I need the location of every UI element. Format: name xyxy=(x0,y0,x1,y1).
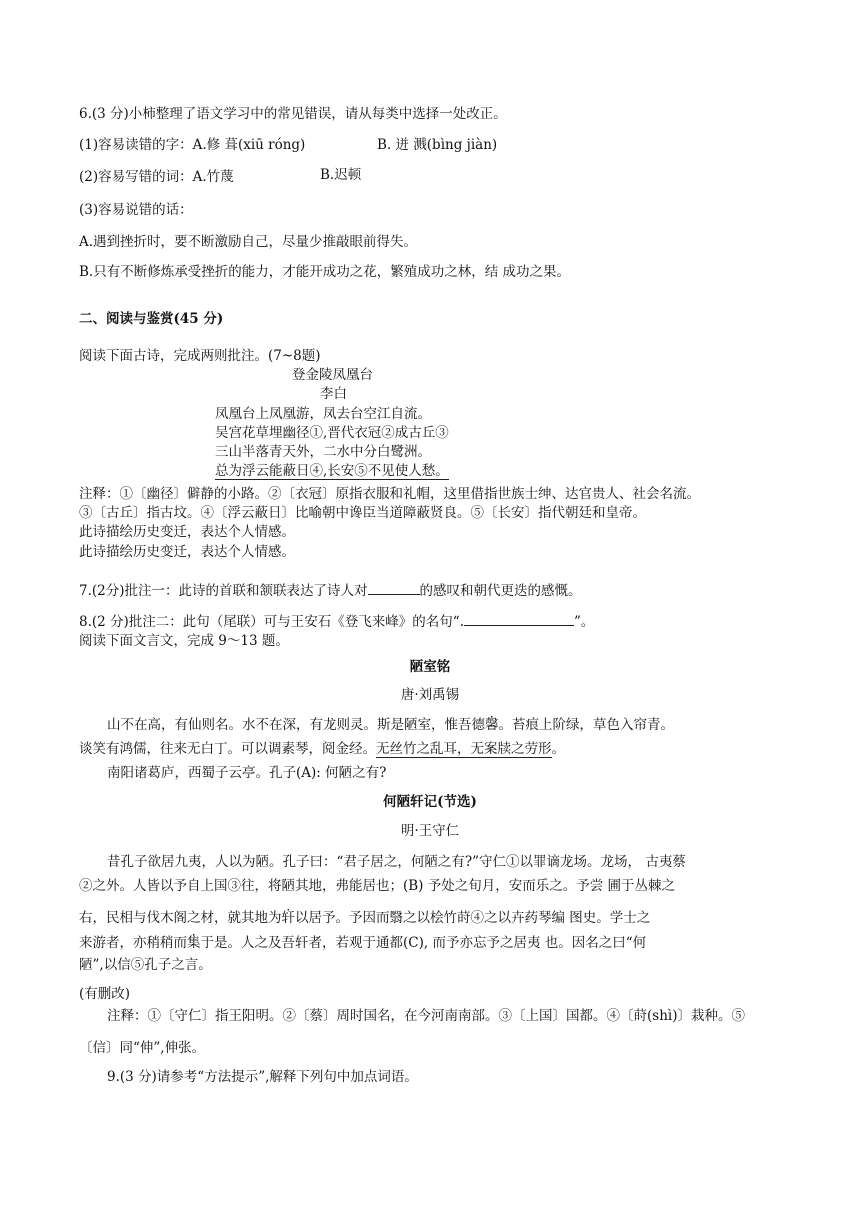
q6-option-a: A.遇到挫折时，要不断激励自己，尽量少推敲眼前得失。 xyxy=(79,234,418,250)
loushi-line-2-c: 。 xyxy=(551,741,565,757)
q6-part3: (3)容易说错的话： xyxy=(79,202,193,218)
hlxj-line-3-a: 右，民相与伐木阁之材，就其地为 xyxy=(79,910,282,926)
hlxj-line-4-c: 于是。人之及吾轩者，若观于通都(C), 而予亦忘予之居夷 也。因名之曰“何 xyxy=(200,935,647,951)
hlxj-line-3-c: 以居予。予因而翳之以桧竹莳④之以卉药琴编 图史。学士之 xyxy=(295,910,651,926)
hlxj-line-5: 陋”,以信⑤孔子之言。 xyxy=(79,957,212,973)
loushi-underlined: 无丝竹之乱耳，无案牍之劳形 xyxy=(376,741,552,757)
poem-author: 李白 xyxy=(320,386,347,402)
loushi-line-1-a: 山不在高，有仙则名。水不在深，有龙则灵。斯是陋室，惟吾德 xyxy=(107,717,485,733)
poem-note-2: ③〔古丘〕指古坟。④〔浮云蔽日〕比喻朝中谗臣当道障蔽贤良。⑤〔长安〕指代朝廷和皇帝。 xyxy=(79,505,646,521)
q7-blank xyxy=(368,580,420,595)
hlxj-line-2: ②之外。人皆以予自上国③往，将陋其地，弗能居也；(B) 予处之旬月，安而乐之。予尝 圃于丛棘之 xyxy=(79,878,676,894)
hlxj-author: 明·王守仁 xyxy=(400,823,460,839)
q8 xyxy=(79,611,594,631)
poem-line-4-text: 总为浮云能蔽日④,长安⑤不见使人愁。 xyxy=(215,463,449,479)
poem-line-3: 三山半落青天外，二水中分白鹭洲。 xyxy=(215,444,431,460)
hlxj-title: 何陋轩记(节选) xyxy=(383,794,477,810)
loushi-line-1 xyxy=(107,716,674,734)
loushi-line-3: 南阳诸葛庐，西蜀子云亭。孔子(A): 何陋之有? xyxy=(107,765,387,781)
q7 xyxy=(79,580,582,600)
hlxj-line-3 xyxy=(79,909,650,927)
hlxj-line-4 xyxy=(79,934,646,952)
poem-comment-1: 此诗描绘历史变迁，表达个人情感。 xyxy=(79,524,295,540)
q8-blank xyxy=(464,611,574,626)
q6-part1-b: B. 迸 溅(bìng jiàn) xyxy=(377,137,498,153)
q7-prefix: 7.(2分)批注一：此诗的首联和颔联表达了诗人对 xyxy=(79,583,368,599)
poem-comment-2: 此诗描绘历史变迁，表达个人情感。 xyxy=(79,544,295,560)
hlxj-dotted-ji: 集 xyxy=(187,935,201,951)
poem-line-2: 吴宫花草埋幽径①,晋代衣冠②成古丘③ xyxy=(215,425,449,441)
q8-suffix: ”。 xyxy=(574,614,595,630)
poem-note-1: 注释：①〔幽径〕僻静的小路。②〔衣冠〕原指衣服和礼帽，这里借指世族士绅、达官贵人、社会名流。 xyxy=(79,486,700,502)
poem-line-4 xyxy=(215,462,449,480)
q6-stem: 6.(3 分)小柿整理了语文学习中的常见错误，请从每类中选择一处改正。 xyxy=(79,106,507,122)
q9: 9.(3 分)请参考“方法提示”,解释下列句中加点词语。 xyxy=(107,1069,418,1085)
q6-part2: (2)容易写错的词：A.竹蔑 xyxy=(79,169,234,185)
hlxj-note-2: 〔信〕同“伸”,伸张。 xyxy=(79,1040,206,1056)
loushi-line-2 xyxy=(79,740,565,758)
loushi-line-2-a: 谈笑有鸿儒，往来无白丁。可以调素琴，阅金经。 xyxy=(79,741,376,757)
hlxj-note-1: 注释：①〔守仁〕指王阳明。②〔蔡〕周时国名，在今河南南部。③〔上国〕国都。④〔莳(shì)〕栽种。⑤ xyxy=(107,1008,745,1024)
q6-option-b: B.只有不断修炼承受挫折的能力，才能开成功之花，繁殖成功之林，结 成功之果。 xyxy=(79,264,571,280)
hlxj-dotted-xuan: 轩 xyxy=(281,910,295,926)
hlxj-line-1: 昔孔子欲居九夷，人以为陋。孔子曰：“君子居之，何陋之有?”守仁①以罪谪龙场。龙场， 古夷蔡 xyxy=(107,854,686,870)
hlxj-edit-note: (有删改) xyxy=(79,986,131,1002)
q6-part2-b: B.迟顿 xyxy=(320,167,362,183)
loushi-author: 唐·刘禹锡 xyxy=(400,687,460,703)
poem-line-1: 凤凰台上凤凰游，凤去台空江自流。 xyxy=(215,406,431,422)
classical-intro: 阅读下面文言文，完成 9～13 题。 xyxy=(79,633,289,649)
loushi-line-1-c: 。苔痕上阶绿，草色入帘青。 xyxy=(498,717,674,733)
poem-title: 登金陵凤凰台 xyxy=(292,367,373,383)
section-title: 二、阅读与鉴赏(45 分) xyxy=(79,311,224,327)
q7-suffix: 的感叹和朝代更迭的感慨。 xyxy=(419,583,582,599)
hlxj-line-4-a: 来游者，亦稍稍而 xyxy=(79,935,187,951)
loushi-dotted-xin: 馨 xyxy=(485,717,499,733)
poem-intro: 阅读下面古诗，完成两则批注。(7~8题) xyxy=(79,348,321,364)
q6-part1: (1)容易读错的字：A.修 葺(xiū róng) xyxy=(79,137,306,153)
q8-prefix: 8.(2 分)批注二：此句（尾联）可与王安石《登飞来峰》的名句“. xyxy=(79,614,464,630)
loushi-title: 陋室铭 xyxy=(409,659,451,675)
